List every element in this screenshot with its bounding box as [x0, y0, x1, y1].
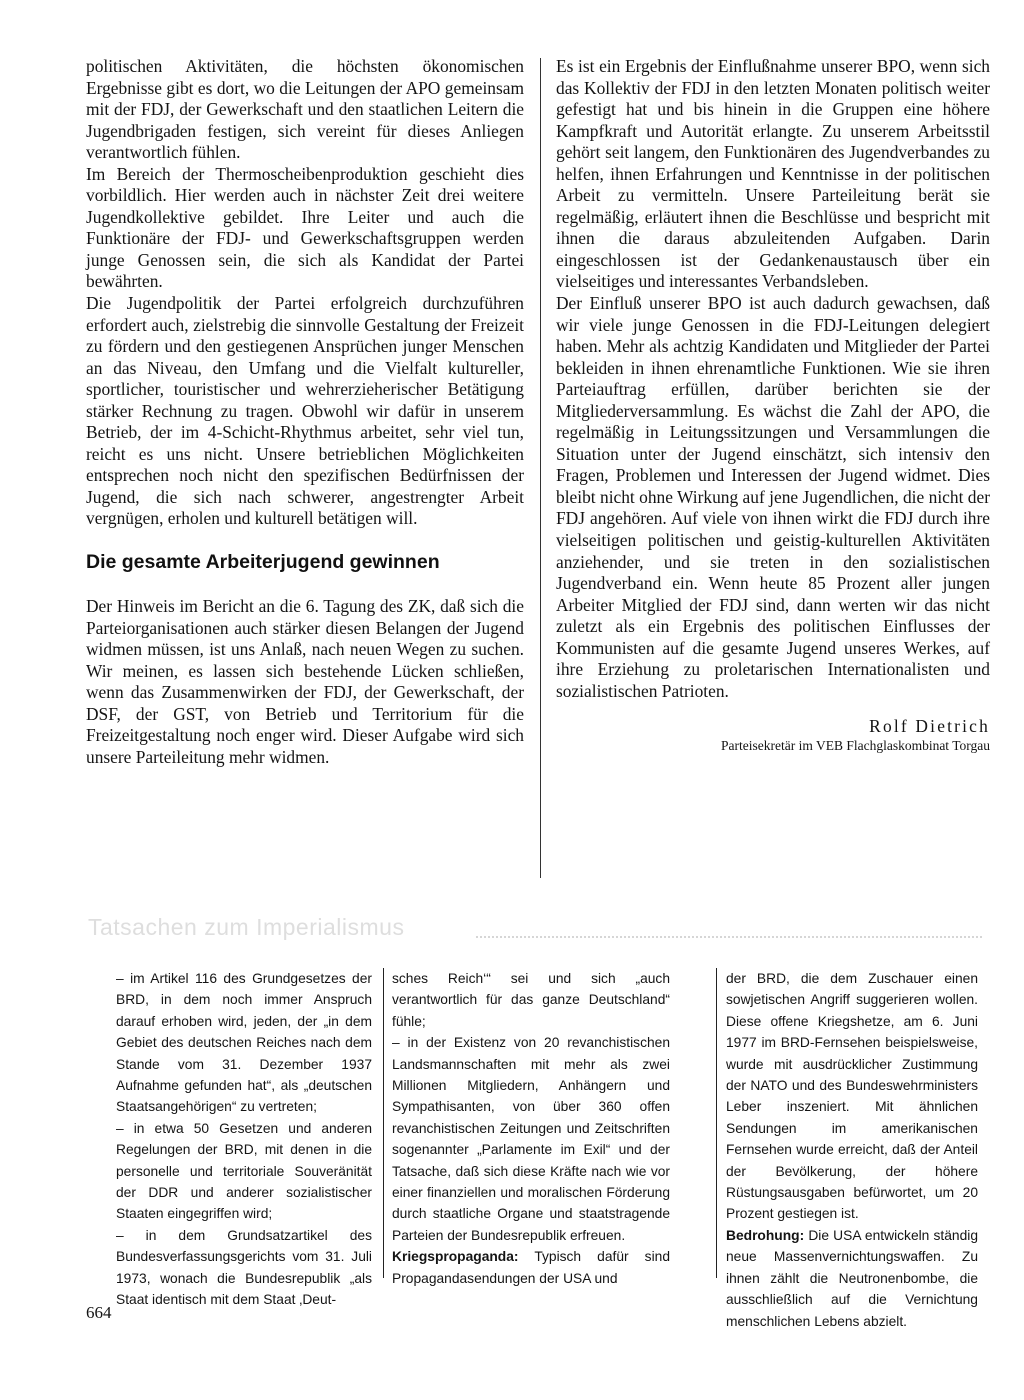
facts-paragraph: der BRD, die dem Zuschauer einen sowjetischen Angriff suggerieren wollen. Diese offene Kriegshetze, am 6. Juni 1977 im BRD-Fernsehen beispielsweise, wurde mit ausdrücklicher Zustimmung der NATO und des Bundeswehrministers Leber inszeniert. Mit ähnlichen Sendungen im amerikanischen Fernsehen wurde erreicht, daß der Anteil der Bevölkerung, der höhere Rüstungsausgaben befürwortet, um 20 Prozent gestiegen ist. [726, 971, 978, 1222]
section-heading: Die gesamte Arbeiterjugend gewinnen [86, 551, 440, 574]
author-role: Parteisekretär im VEB Flachglaskombinat Torgau [720, 738, 990, 754]
article-paragraph: politischen Aktivitäten, die höchsten ökonomischen Ergebnisse gibt es dort, wo die Leitungen der APO gemeinsam mit der FDJ, der Gewerkschaft und den staatlichen Leitern die Jugendbrigaden festigen, sich vereint für dieses Anliegen verantwortlich fühlen. [86, 56, 524, 163]
facts-paragraph: – in etwa 50 Gesetzen und anderen Regelungen der BRD, mit denen in die personelle und territoriale Souveränität der DDR und anderer sozialistischer Staaten eingegriffen wird; [116, 1120, 372, 1222]
article-paragraph: Der Hinweis im Bericht an die 6. Tagung des ZK, daß sich die Parteiorganisationen auch stärker diesen Belangen der Jugend widmen müssen, ist uns Anlaß, nach neuen Wegen zu suchen. Wir meinen, es lassen sich bestehende Lücken schließen, wenn das Zusammenwirken der FDJ, der Gewerkschaft, der DSF, der GST, von Betrieb und Territorium für die Freizeitgestaltung noch enger wird. Dieser Aufgabe wird sich unsere Parteileitung mehr widmen. [86, 596, 524, 767]
facts-box-title: Tatsachen zum Imperialismus [88, 914, 405, 940]
facts-paragraph [726, 1225, 978, 1332]
article-paragraph: Es ist ein Ergebnis der Einflußnahme unserer BPO, wenn sich das Kollektiv der FDJ in den letzten Monaten politisch weiter gefestigt hat und bis hinein in die Gruppen eine höhere Kampfkraft und Autorität erlangte. Zu unserem Arbeitsstil gehört seit langem, den Funktionären des Jugendverbandes zu helfen, ihnen Erfahrungen und Kenntnisse in der politischen Arbeit zu vermitteln. Unsere Parteileitung berät sie regelmäßig, erläutert ihnen die Beschlüsse und bespricht mit ihnen die daraus abzuleitenden Aufgaben. Darin eingeschlossen ist der Gedankenaustausch über ein vielseitiges und interessantes Verbandsleben. [556, 56, 990, 292]
author-name: Rolf Dietrich [869, 716, 990, 737]
facts-label: Kriegspropaganda: [392, 1249, 519, 1265]
page-number: 664 [86, 1303, 112, 1322]
facts-column-divider [383, 968, 384, 1278]
article-left-column [86, 56, 524, 768]
article-paragraph: Der Einfluß unserer BPO ist auch dadurch gewachsen, daß wir viele junge Genossen in die FDJ-Leitungen delegiert haben. Mehr als achtzig Kandidaten und Mitglieder der Partei bekleiden in ihnen ehrenamtliche Funktionen. Wie sie ihren Parteiauftrag erfüllen, darüber berichten sie der Mitgliederversammlung. Es wächst die Zahl der APO, die regelmäßig in Leitungssitzungen und Versammlungen die Situation unter der Jugend einschätzt, sich intensiv den Fragen, Problemen und Interessen der Jugend widmet. Dies bleibt nicht ohne Wirkung auf jene Jugendlichen, die nicht der FDJ angehören. Auf viele von ihnen wirkt die FDJ durch ihre vielseitigen politischen und geistig-kulturellen Aktivitäten anziehender, und sie treten in den sozialistischen Jugendverband ein. Wenn heute 85 Prozent aller jungen Arbeiter Mitglied der FDJ sind, dann werten wir das nicht zuletzt als ein Ergebnis des politischen Einflusses der Kommunisten auf die gesamte Jugend unseres Werkes, auf ihre Erziehung zu proletarischen Internationalisten und sozialistischen Patrioten. [556, 293, 990, 701]
facts-column-2 [392, 968, 670, 1289]
article-paragraph: Die Jugendpolitik der Partei erfolgreich durchzuführen erfordert auch, zielstrebig die sinnvolle Gestaltung der Freizeit zu fördern und den gestiegenen Ansprüchen junger Menschen an das Niveau, den Umfang und die Vielfalt kultureller, sportlicher, touristischer und wehrerzieherischer Betätigung stärker Rechnung zu tragen. Obwohl wir dafür in unserem Betrieb, der im 4-Schicht-Rhythmus arbeitet, sehr viel tun, reicht es uns nicht. Unsere betrieblichen Möglichkeiten entsprechen noch nicht den spezifischen Bedürfnissen der Jugend, die sich nach schwerer, angestrengter Arbeit vergnügen, erholen und kulturell betätigen will. [86, 293, 524, 529]
facts-paragraph [392, 1246, 670, 1289]
facts-box-rule [476, 936, 982, 938]
facts-paragraph: – im Artikel 116 des Grundgesetzes der BRD, in dem noch immer Anspruch darauf erhoben wird, jeden, der „in dem Gebiet des deutschen Reiches nach dem Stande vom 31. Dezember 1937 Aufnahme gefunden hat“, als „deutschen Staatsangehörigen“ zu vertreten; [116, 971, 372, 1115]
facts-paragraph: – in der Existenz von 20 revanchistischen Landsmannschaften mit mehr als zwei Millionen Mitgliedern, Anhängern und Sympathisanten, von über 360 offen revanchistischen Zeitungen und Zeitschriften sogenannter „Parlamente im Exil“ und der Tatsache, daß sich diese Kräfte nach wie vor einer finanziellen und moralischen Förderung durch staatliche Organe und staatstragende Parteien der Bundesrepublik erfreuen. [392, 1035, 670, 1243]
facts-label-text: Die USA entwickeln ständig neue Massenvernichtungswaffen. Zu ihnen zählt die Neutronenbombe, die ausschließlich auf die Vernichtung menschlichen Lebens abzielt. [726, 1227, 978, 1329]
facts-column-1 [116, 968, 372, 1311]
facts-column-3 [726, 968, 978, 1332]
facts-paragraph: sches Reich‘“ sei und sich „auch verantwortlich für das ganze Deutschland“ fühle; [392, 971, 670, 1029]
column-divider [540, 58, 541, 878]
facts-paragraph: – in dem Grundsatzartikel des Bundesverfassungsgerichts vom 31. Juli 1973, wonach die Bundesrepublik „als Staat identisch mit dem Staat ‚Deut- [116, 1227, 372, 1308]
article-paragraph: Im Bereich der Thermoscheibenproduktion geschieht dies vorbildlich. Hier werden auch in nächster Zeit drei weitere Jugendkollektive gebildet. Ihre Leiter und auch die Funktionäre der FDJ- und Gewerkschaftsgruppen werden junge Genossen sein, die sich als Kandidat der Partei bewährten. [86, 163, 524, 292]
article-right-column [556, 56, 990, 754]
facts-label-text: Typisch dafür sind Propagandasendungen der USA und [392, 1249, 670, 1286]
facts-column-divider [716, 968, 717, 1278]
facts-label: Bedrohung: [726, 1227, 805, 1243]
